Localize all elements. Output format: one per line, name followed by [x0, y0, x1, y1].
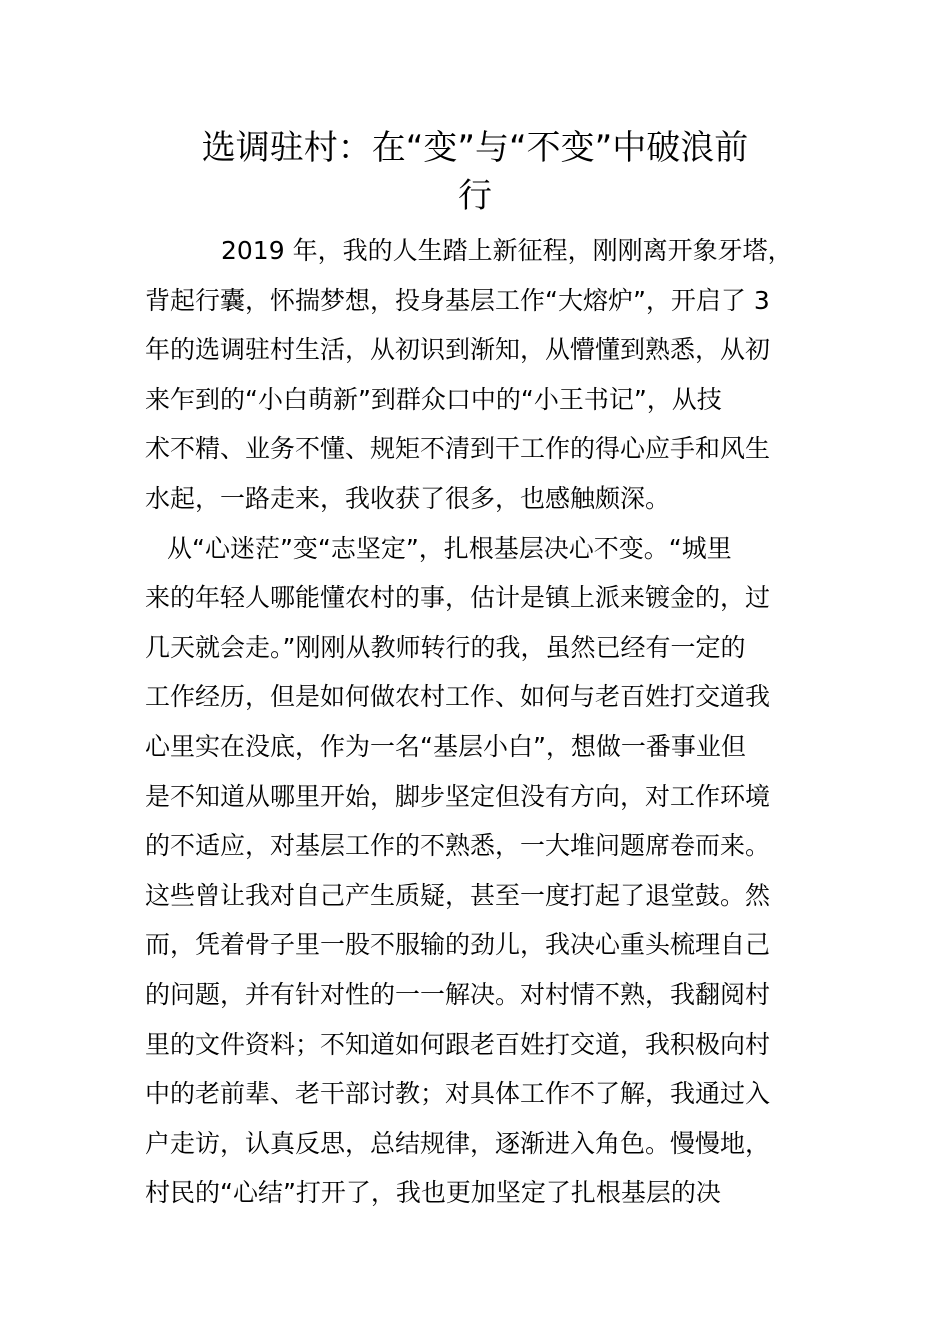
text-line: 2019 年，我的人生踏上新征程，刚刚离开象牙塔，	[221, 236, 793, 265]
paragraph-section-1	[145, 524, 807, 1218]
paragraph-intro	[145, 226, 807, 524]
text-line: 户走访，认真反思，总结规律，逐渐进入角色。慢慢地，	[145, 1128, 771, 1158]
text-line: 年的选调驻村生活，从初识到渐知，从懵懂到熟悉，从初	[145, 335, 771, 365]
text-line: 村民的“心结”打开了，我也更加坚定了扎根基层的决	[145, 1178, 721, 1208]
document-body	[145, 226, 807, 1218]
text-line: 水起，一路走来，我收获了很多，也感触颇深。	[145, 483, 671, 513]
text-line: 的不适应，对基层工作的不熟悉，一大堆问题席卷而来。	[145, 831, 771, 861]
text-line: 是不知道从哪里开始，脚步坚定但没有方向，对工作环境	[145, 781, 771, 811]
text-line: 工作经历，但是如何做农村工作、如何与老百姓打交道我	[145, 682, 771, 712]
document-title	[145, 124, 805, 220]
text-line: 背起行囊，怀揣梦想，投身基层工作“大熔炉”，开启了 3	[145, 285, 770, 315]
text-line: 来的年轻人哪能懂农村的事，估计是镇上派来镀金的，过	[145, 583, 771, 613]
text-line: 心里实在没底，作为一名“基层小白”，想做一番事业但	[145, 731, 746, 761]
text-line: 几天就会走。”刚刚从教师转行的我，虽然已经有一定的	[145, 632, 746, 662]
text-line: 里的文件资料；不知道如何跟老百姓打交道，我积极向村	[145, 1029, 771, 1059]
title-line: 行	[458, 176, 492, 216]
text-line: 从“心迷茫”变“志坚定”，扎根基层决心不变。“城里	[167, 533, 732, 563]
text-line: 的问题，并有针对性的一一解决。对村情不熟，我翻阅村	[145, 979, 771, 1009]
text-line: 这些曾让我对自己产生质疑，甚至一度打起了退堂鼓。然	[145, 880, 771, 910]
title-line: 选调驻村：在“变”与“不变”中破浪前	[201, 128, 749, 168]
text-line: 来乍到的“小白萌新”到群众口中的“小王书记”，从技	[145, 384, 722, 414]
text-line: 术不精、业务不懂、规矩不清到干工作的得心应手和风生	[145, 434, 771, 464]
text-line: 中的老前辈、老干部讨教；对具体工作不了解，我通过入	[145, 1079, 771, 1109]
text-line: 而，凭着骨子里一股不服输的劲儿，我决心重头梳理自己	[145, 930, 771, 960]
